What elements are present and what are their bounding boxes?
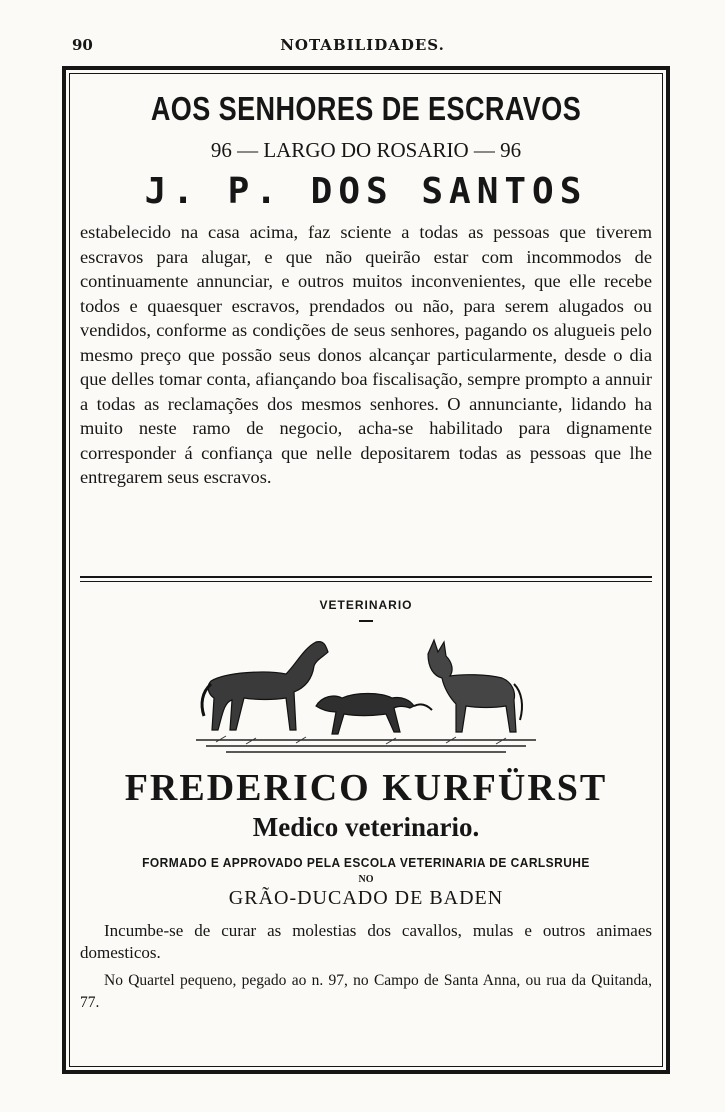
region-name: GRÃO-DUCADO DE BADEN	[228, 887, 504, 909]
animals-illustration	[166, 636, 566, 756]
mule-illustration	[428, 640, 522, 732]
section-label: VETERINARIO	[319, 598, 413, 612]
ad-body-text: estabelecido na casa acima, faz sciente a todas as pessoas que tiverem escravos para alugar, e que não queirão estar com incommodos de continuamente annunciar, e outros muitos inconvenientes, que elle recebe todos e quaesquer escravos, prendados ou não, para serem alugados ou vendidos, conforme as condições de seus senhores, pagando os alugueis pelo mesmo preço que possão seus donos alcançar particularmente, desde o dia que delles tomar conta, afiançando boa fiscalisação, sempre prompto a annuir a todas as reclamações dos mesmos senhores. O annunciante, lidando ha muito neste ramo de negocio, acha-se habilitado para dignamente corresponder á confiança que nelle depositarem todas as pessoas que lhe entregarem seus escravos.	[80, 222, 652, 487]
section-divider	[80, 576, 652, 578]
services-paragraph: Incumbe-se de curar as molestias dos cavallos, mulas e outros animaes domesticos.	[80, 921, 652, 962]
ground-hatching	[196, 740, 536, 752]
page-number: 90	[72, 36, 93, 54]
horse-illustration	[202, 642, 328, 730]
page-header: NOTABILIDADES.	[280, 36, 445, 54]
veterinary-advertisement	[66, 598, 666, 1014]
slave-rental-advertisement	[66, 70, 666, 490]
advertisement-frame	[62, 66, 670, 1074]
location-paragraph: No Quartel pequeno, pegado ao n. 97, no Campo de Santa Anna, ou rua da Quitanda, 77.	[80, 972, 652, 1011]
merchant-name: J. P. DOS SANTOS	[144, 171, 588, 212]
connector-word: NO	[358, 874, 374, 885]
school-credentials: FORMADO E APPROVADO PELA ESCOLA VETERINARIA DE CARLSRUHE	[142, 855, 590, 870]
dog-illustration	[316, 694, 432, 735]
veterinarian-title: Medico veterinario.	[252, 812, 480, 842]
veterinarian-name: FREDERICO KURFÜRST	[124, 767, 608, 809]
ad-address: 96 — LARGO DO ROSARIO — 96	[210, 138, 522, 162]
small-rule	[359, 620, 373, 622]
ad-headline: AOS SENHORES DE ESCRAVOS	[150, 90, 582, 127]
